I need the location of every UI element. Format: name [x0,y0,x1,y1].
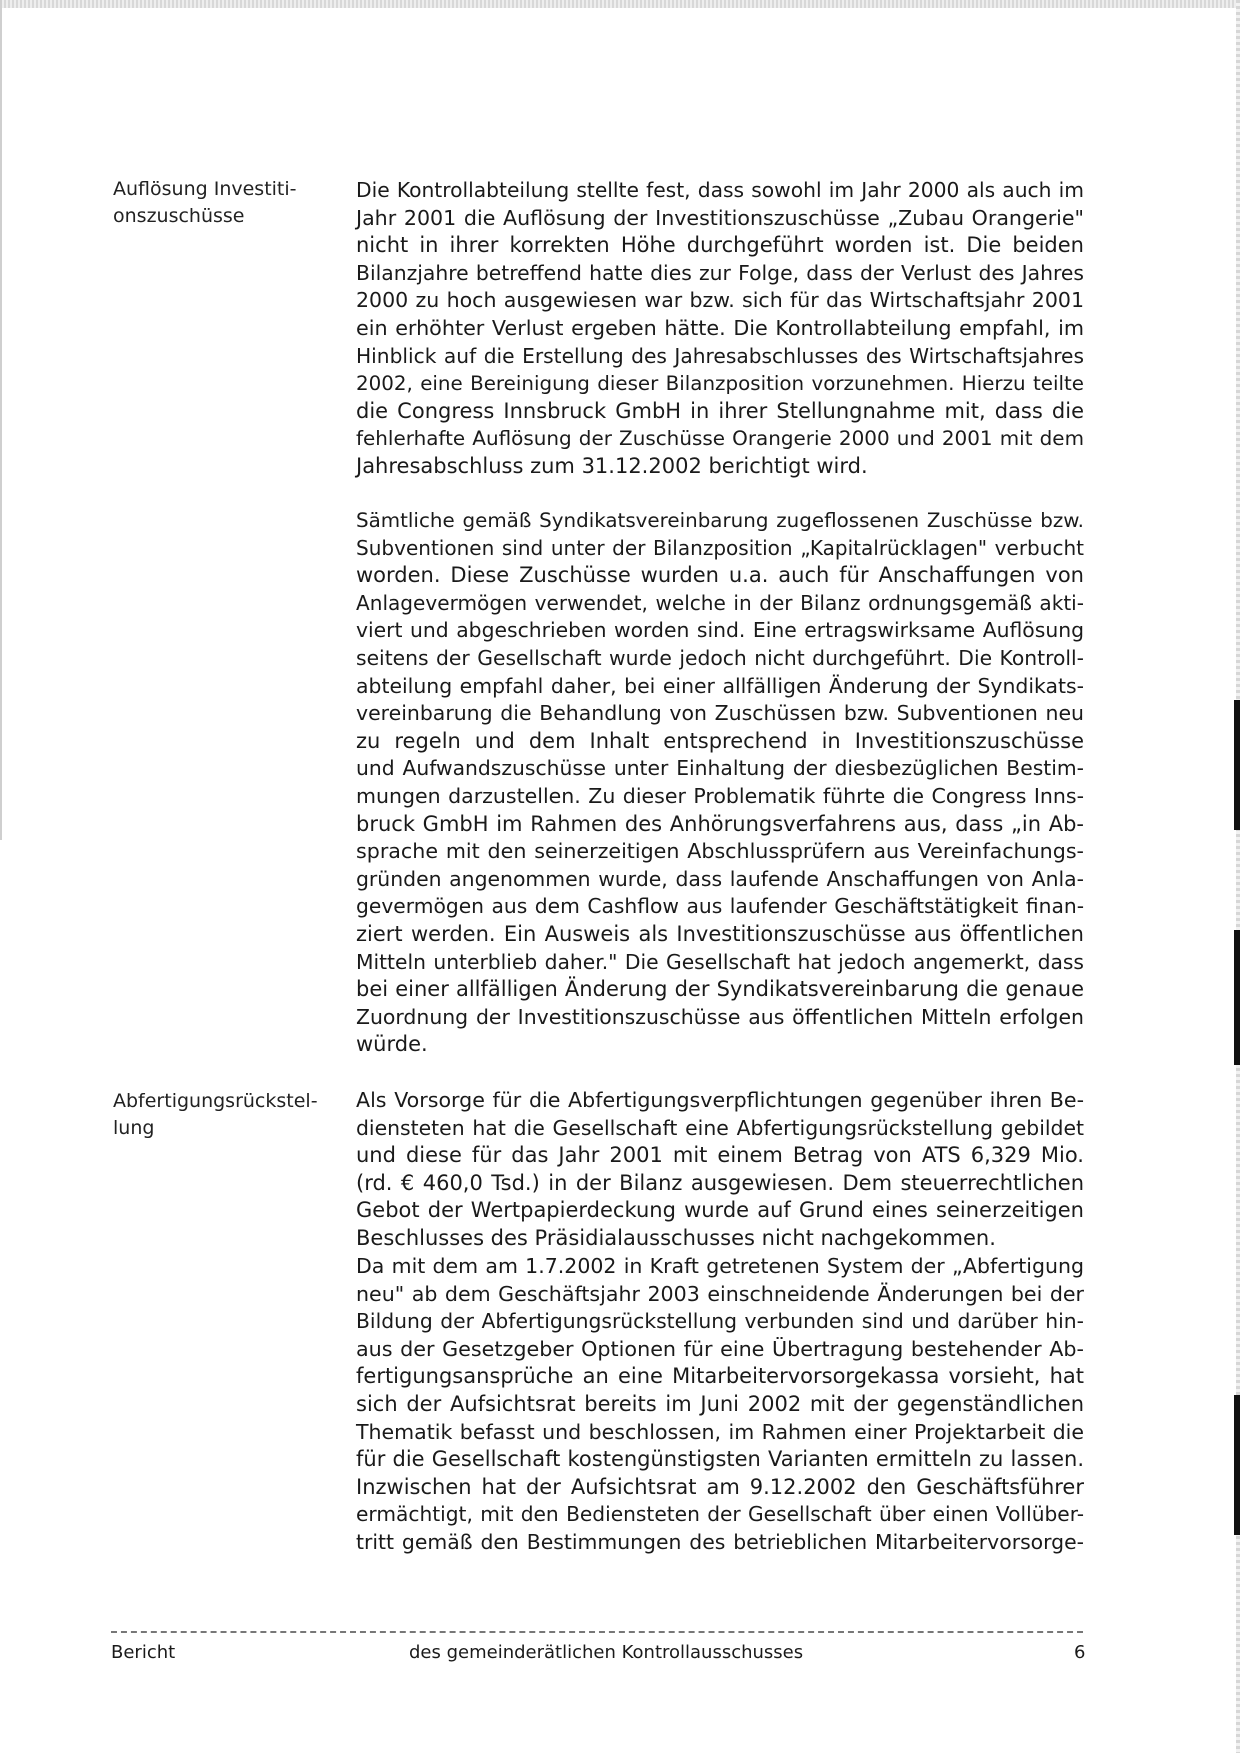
text-line: Thematik befasst und beschlossen, im Rahmen einer Projektarbeit die [356,1419,1084,1444]
text-line: gründen angenommen wurde, dass laufende Anschaffungen von Anla- [356,866,1084,891]
scan-mark [1234,1395,1240,1535]
text-line: bruck GmbH im Rahmen des Anhörungsverfahrens aus, dass „in Ab- [356,811,1084,836]
paragraph [356,1087,1084,1253]
text-line: fertigungsansprüche an eine Mitarbeitervorsorgekassa vorsieht, hat [356,1364,1084,1389]
text-line: ein erhöhter Verlust ergeben hätte. Die Kontrollabteilung empfahl, im [356,315,1084,340]
page-number: 6 [1074,1642,1086,1663]
text-line: Beschlusses des Präsidialausschusses nicht nachgekommen. [356,1225,996,1250]
text-line: abteilung empfahl daher, bei einer allfälligen Änderung der Syndikats- [356,673,1084,698]
text-line: sich der Aufsichtsrat bereits im Juni 2002 mit der gegenständlichen [356,1391,1084,1416]
text-line: ziert werden. Ein Ausweis als Investitionszuschüsse aus öffentlichen [356,921,1084,946]
text-line: Sämtliche gemäß Syndikatsvereinbarung zugeflossenen Zuschüsse bzw. [356,509,1084,532]
text-line: Subventionen sind unter der Bilanzposition „Kapitalrücklagen" verbucht [356,535,1084,560]
text-line: Zuordnung der Investitionszuschüsse aus öffentlichen Mitteln erfolgen [356,1004,1084,1029]
text-line: seitens der Gesellschaft wurde jedoch nicht durchgeführt. Die Kontroll- [356,645,1084,670]
footer-center: des gemeinderätlichen Kontrollausschusses [409,1642,804,1663]
text-line: (rd. € 460,0 Tsd.) in der Bilanz ausgewiesen. Dem steuerrechtlichen [356,1170,1084,1195]
scan-mark [1234,700,1240,830]
paragraph [356,177,1084,481]
text-line: Die Kontrollabteilung stellte fest, dass sowohl im Jahr 2000 als auch im [356,178,1084,202]
text-line: mungen darzustellen. Zu dieser Problematik führte die Congress Inns- [356,783,1084,808]
text-line: würde. [356,1032,428,1057]
text-line: viert und abgeschrieben worden sind. Eine ertragswirksame Auflösung [356,618,1084,643]
text-line: Mitteln unterblieb daher." Die Gesellschaft hat jedoch angemerkt, dass [356,949,1084,974]
paragraph [356,507,1084,1059]
text-line: vereinbarung die Behandlung von Zuschüssen bzw. Subventionen neu [356,701,1084,726]
text-line: und Aufwandszuschüsse unter Einhaltung der diesbezüglichen Bestim- [356,756,1084,781]
side-label [113,1088,318,1142]
side-label-line: Auflösung Investiti- [113,178,297,200]
text-line: Bildung der Abfertigungsrückstellung verbunden sind und darüber hin- [356,1309,1084,1334]
text-line: tritt gemäß den Bestimmungen des betrieblichen Mitarbeitervorsorge- [356,1529,1084,1554]
paragraph [356,1253,1084,1557]
text-line: Bilanzjahre betreffend hatte dies zur Folge, dass der Verlust des Jahres [356,260,1084,285]
text-line: Da mit dem am 1.7.2002 in Kraft getretenen System der „Abfertigung [356,1254,1084,1278]
side-label [113,176,313,230]
text-line: 2002, eine Bereinigung dieser Bilanzposition vorzunehmen. Hierzu teilte [356,372,1084,396]
text-line: gevermögen aus dem Cashflow aus laufender Geschäftstätigkeit finan- [356,894,1084,919]
text-line: für die Gesellschaft kostengünstigsten Varianten ermitteln zu lassen. [356,1447,1084,1472]
text-line: Inzwischen hat der Aufsichtsrat am 9.12.2002 den Geschäftsführer [356,1474,1084,1499]
text-line: Hinblick auf die Erstellung des Jahresabschlusses des Wirtschaftsjahres [356,343,1084,368]
text-line: ermächtigt, mit den Bediensteten der Gesellschaft über einen Vollüber- [356,1502,1084,1527]
text-line: sprache mit den seinerzeitigen Abschlussprüfern aus Vereinfachungs- [356,839,1084,864]
scan-edge-left [0,0,2,840]
text-line: worden. Diese Zuschüsse wurden u.a. auch für Anschaffungen von [356,563,1084,588]
text-line: Gebot der Wertpapierdeckung wurde auf Grund eines seinerzeitigen [356,1198,1084,1223]
text-line: und diese für das Jahr 2001 mit einem Betrag von ATS 6,329 Mio. [356,1143,1084,1168]
footer-left: Bericht [111,1642,176,1663]
side-label-line: Abfertigungsrückstel- [113,1090,318,1112]
text-line: nicht in ihrer korrekten Höhe durchgeführt worden ist. Die beiden [356,233,1084,258]
text-line: aus der Gesetzgeber Optionen für eine Übertragung bestehender Ab- [356,1336,1084,1361]
scan-edge-top [0,0,1240,8]
footer-divider [111,1631,1083,1633]
text-line: fehlerhafte Auflösung der Zuschüsse Orangerie 2000 und 2001 mit dem [356,426,1084,451]
text-line: 2000 zu hoch ausgewiesen war bzw. sich für das Wirtschaftsjahr 2001 [356,288,1084,313]
text-line: zu regeln und dem Inhalt entsprechend in Investitionszuschüsse [356,728,1084,753]
text-line: Anlagevermögen verwendet, welche in der Bilanz ordnungsgemäß akti- [356,590,1084,615]
text-line: Jahresabschluss zum 31.12.2002 berichtigt wird. [356,453,868,478]
text-line: Jahr 2001 die Auflösung der Investitionszuschüsse „Zubau Orangerie" [356,205,1084,230]
text-line: neu" ab dem Geschäftsjahr 2003 einschneidende Änderungen bei der [356,1281,1084,1306]
scan-mark [1234,930,1240,1065]
side-label-line: onszuschüsse [113,205,245,227]
text-line: bei einer allfälligen Änderung der Syndikatsvereinbarung die genaue [356,977,1084,1002]
text-line: diensteten hat die Gesellschaft eine Abfertigungsrückstellung gebildet [356,1115,1084,1140]
side-label-line: lung [113,1117,155,1139]
text-line: Als Vorsorge für die Abfertigungsverpflichtungen gegenüber ihren Be- [356,1088,1084,1112]
text-line: die Congress Innsbruck GmbH in ihrer Stellungnahme mit, dass die [356,398,1084,423]
